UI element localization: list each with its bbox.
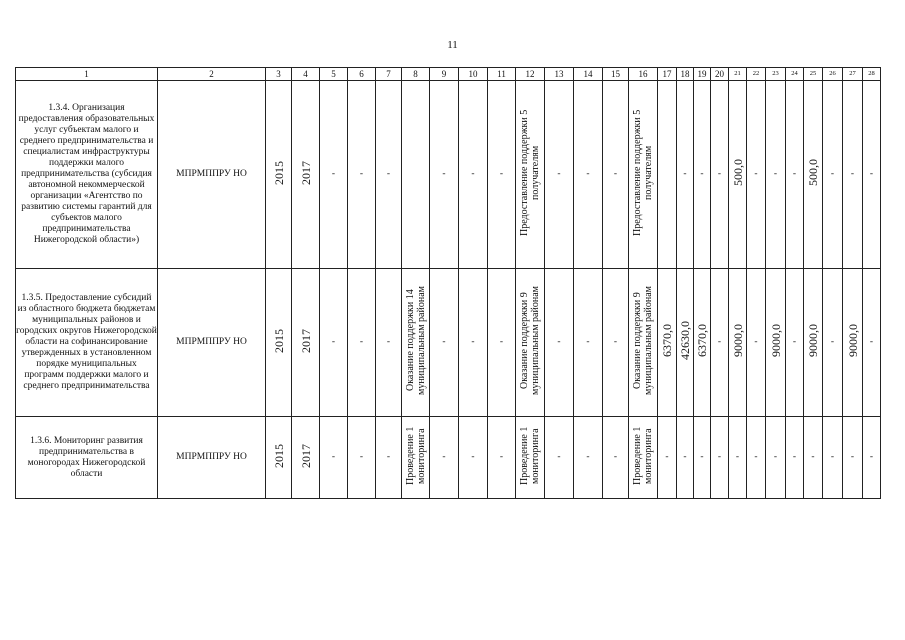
- responsible-executor: МПРМППРУ НО: [158, 81, 266, 269]
- amount-value: 9000,0: [768, 324, 783, 357]
- responsible-executor: МПРМППРУ НО: [158, 417, 266, 499]
- table-cell: -: [459, 269, 488, 417]
- start-year: 2015: [271, 443, 286, 468]
- end-year: 2017: [298, 443, 313, 468]
- amount-cell: [766, 269, 786, 417]
- table-cell: -: [786, 269, 804, 417]
- table-cell: -: [747, 417, 766, 499]
- measure-name: 1.3.6. Мониторинг развития предпринимательства в моногородах Нижегородской области: [16, 417, 158, 499]
- table-cell: -: [766, 81, 786, 269]
- start-year: 2015: [271, 328, 286, 353]
- amount-value: 9000,0: [730, 324, 745, 357]
- table-cell: -: [459, 417, 488, 499]
- end-year: 2017: [298, 328, 313, 353]
- header-cell: 3: [266, 68, 292, 81]
- table-cell: -: [603, 417, 629, 499]
- table-cell: -: [376, 81, 402, 269]
- table-cell: -: [694, 417, 711, 499]
- indicator-cell: [516, 269, 545, 417]
- table-cell: -: [766, 417, 786, 499]
- table-cell: -: [747, 269, 766, 417]
- table-cell: -: [545, 81, 574, 269]
- start-year-cell: [266, 81, 292, 269]
- header-cell: 8: [402, 68, 430, 81]
- table-cell: -: [320, 81, 348, 269]
- header-cell: 19: [694, 68, 711, 81]
- header-cell: 12: [516, 68, 545, 81]
- indicator-text: Проведение 1 мониторинга: [519, 426, 541, 485]
- table-cell: -: [711, 269, 729, 417]
- header-cell: 10: [459, 68, 488, 81]
- header-cell: 27: [843, 68, 863, 81]
- start-year-cell: [266, 269, 292, 417]
- header-cell: 14: [574, 68, 603, 81]
- table-cell: -: [376, 269, 402, 417]
- indicator-text: Оказание поддержки 14 муниципальным районам: [404, 286, 427, 395]
- amount-value: 500,0: [730, 159, 745, 186]
- indicator-text: Оказание поддержки 9 муниципальным районам: [632, 286, 654, 395]
- table-cell: -: [430, 81, 459, 269]
- table-cell: -: [863, 417, 881, 499]
- amount-value: 6370,0: [660, 324, 674, 357]
- amount-cell: [843, 269, 863, 417]
- header-cell: 26: [823, 68, 843, 81]
- page-number: 11: [447, 39, 458, 51]
- table-cell: -: [677, 81, 694, 269]
- table-cell: -: [863, 269, 881, 417]
- header-cell: 23: [766, 68, 786, 81]
- table-row: [16, 417, 881, 499]
- table-cell: -: [677, 417, 694, 499]
- table-row: [16, 81, 881, 269]
- header-cell: 1: [16, 68, 158, 81]
- table-cell: -: [430, 417, 459, 499]
- table-cell: -: [320, 417, 348, 499]
- header-cell: 9: [430, 68, 459, 81]
- header-cell: 5: [320, 68, 348, 81]
- amount-cell: [658, 269, 677, 417]
- table-cell: -: [843, 81, 863, 269]
- indicator-cell: [516, 417, 545, 499]
- amount-value: 9000,0: [845, 324, 860, 357]
- header-cell: 11: [488, 68, 516, 81]
- amount-value: 6370,0: [695, 324, 709, 357]
- table-cell: -: [843, 417, 863, 499]
- table-cell: -: [574, 269, 603, 417]
- header-cell: 28: [863, 68, 881, 81]
- end-year: 2017: [298, 160, 313, 185]
- table-row: [16, 269, 881, 417]
- header-cell: 24: [786, 68, 804, 81]
- table-cell: -: [574, 417, 603, 499]
- table-cell: -: [863, 81, 881, 269]
- header-cell: 15: [603, 68, 629, 81]
- amount-cell: [804, 269, 823, 417]
- table-cell: -: [545, 269, 574, 417]
- table-cell: -: [348, 417, 376, 499]
- indicator-text: Предоставление поддержки 5 получателям: [519, 109, 541, 236]
- indicator-text: Предоставление поддержки 5 получателям: [632, 109, 654, 236]
- indicator-cell: [629, 417, 658, 499]
- start-year: 2015: [271, 160, 286, 185]
- indicator-cell: [629, 269, 658, 417]
- header-cell: 21: [729, 68, 747, 81]
- table-cell: -: [459, 81, 488, 269]
- header-cell: 2: [158, 68, 266, 81]
- end-year-cell: [292, 81, 320, 269]
- header-cell: 25: [804, 68, 823, 81]
- amount-cell: [694, 269, 711, 417]
- measure-name: 1.3.5. Предоставление субсидий из областного бюджета бюджетам муниципальных районов и городских округов Нижегородской области на софинансирование утвержденных в установленном порядке муниципальных программ поддержки малого и среднего предпринимательства: [16, 269, 158, 417]
- table-cell: -: [823, 81, 843, 269]
- amount-cell: [677, 269, 694, 417]
- amount-cell: [729, 81, 747, 269]
- amount-value: 42630,0: [678, 321, 692, 360]
- indicator-text: Проведение 1 мониторинга: [404, 426, 427, 485]
- table-cell: -: [574, 81, 603, 269]
- table-cell: -: [430, 269, 459, 417]
- table-cell: -: [729, 417, 747, 499]
- indicator-cell: [629, 81, 658, 269]
- table-cell: [402, 81, 430, 269]
- table-cell: -: [711, 417, 729, 499]
- table-cell: -: [786, 417, 804, 499]
- indicator-cell: [402, 269, 430, 417]
- header-cell: 6: [348, 68, 376, 81]
- header-cell: 4: [292, 68, 320, 81]
- indicator-text: Проведение 1 мониторинга: [632, 426, 654, 485]
- table-cell: -: [603, 269, 629, 417]
- table-cell: -: [348, 81, 376, 269]
- measure-name: 1.3.4. Организация предоставления образовательных услуг субъектам малого и среднего предпринимательства и специалистам инфраструктуры поддержки малого предпринимательства (субсидия автономной некоммерческой организации «Агентство по развитию системы гарантий для субъектов малого предпринимательства Нижегородской области»): [16, 81, 158, 269]
- table-cell: -: [786, 81, 804, 269]
- header-row: [16, 68, 881, 81]
- table-cell: [658, 81, 677, 269]
- table-cell: -: [823, 417, 843, 499]
- program-table: [15, 67, 881, 499]
- header-cell: 18: [677, 68, 694, 81]
- table-cell: -: [747, 81, 766, 269]
- indicator-text: Оказание поддержки 9 муниципальным районам: [519, 286, 541, 395]
- header-cell: 13: [545, 68, 574, 81]
- header-cell: 16: [629, 68, 658, 81]
- table-cell: -: [376, 417, 402, 499]
- amount-value: 9000,0: [806, 324, 820, 357]
- table-cell: -: [488, 269, 516, 417]
- indicator-cell: [516, 81, 545, 269]
- amount-cell: [804, 81, 823, 269]
- header-cell: 20: [711, 68, 729, 81]
- header-cell: 22: [747, 68, 766, 81]
- end-year-cell: [292, 417, 320, 499]
- table-cell: -: [348, 269, 376, 417]
- end-year-cell: [292, 269, 320, 417]
- amount-value: 500,0: [806, 159, 820, 186]
- table-cell: -: [694, 81, 711, 269]
- responsible-executor: МПРМППРУ НО: [158, 269, 266, 417]
- indicator-cell: [402, 417, 430, 499]
- start-year-cell: [266, 417, 292, 499]
- table-cell: -: [320, 269, 348, 417]
- table-cell: -: [488, 417, 516, 499]
- header-cell: 7: [376, 68, 402, 81]
- amount-cell: [729, 269, 747, 417]
- table-cell: -: [658, 417, 677, 499]
- table-cell: -: [545, 417, 574, 499]
- header-cell: 17: [658, 68, 677, 81]
- table-cell: -: [711, 81, 729, 269]
- table-cell: -: [603, 81, 629, 269]
- table-cell: -: [488, 81, 516, 269]
- table-cell: -: [804, 417, 823, 499]
- table-cell: -: [823, 269, 843, 417]
